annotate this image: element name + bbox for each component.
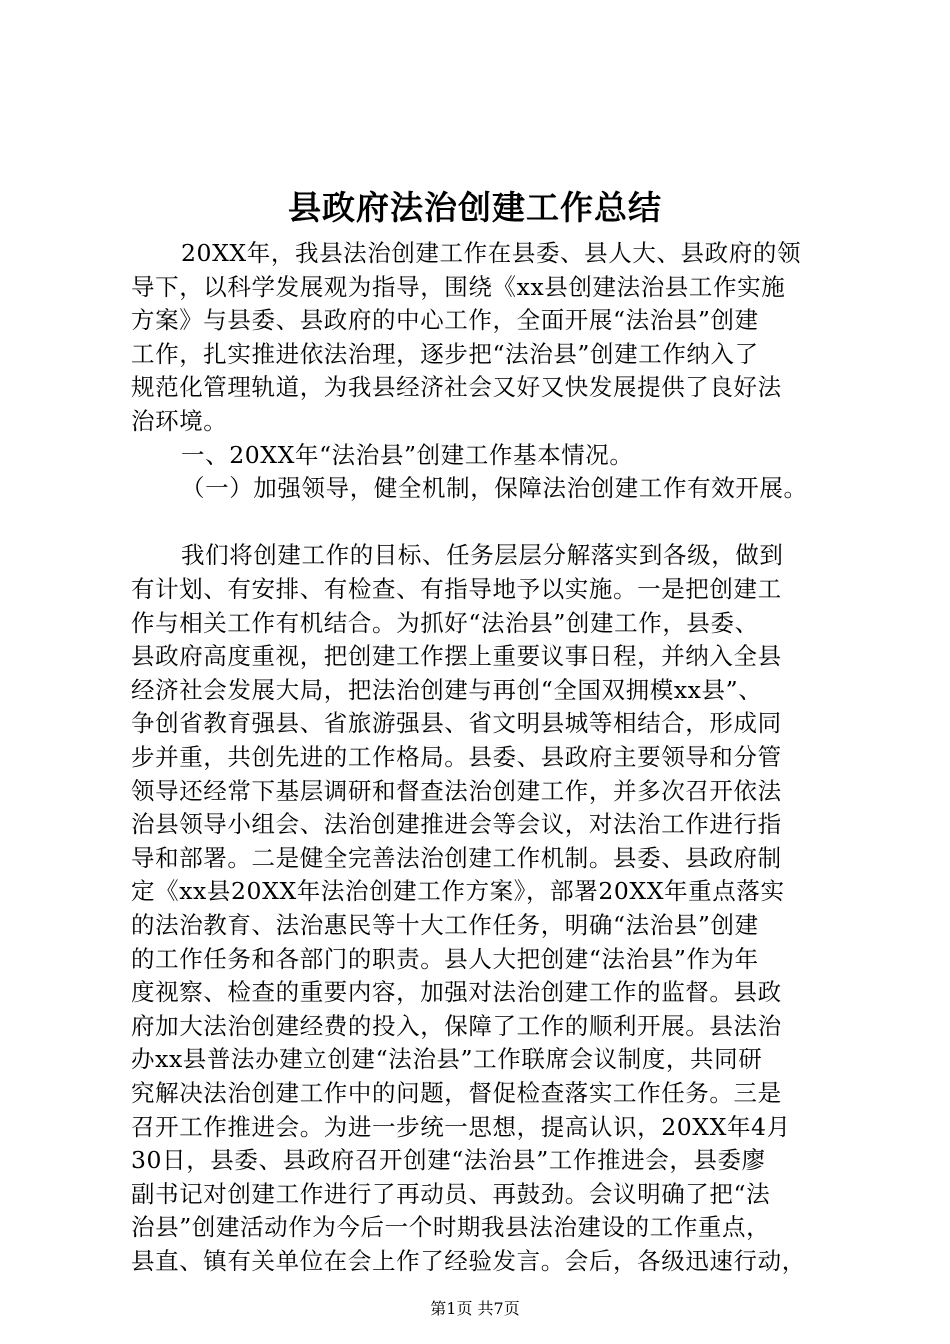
text-line: 方案》与县委、县政府的中心工作，全面开展“法治县”创建	[131, 306, 759, 334]
text-line: 经济社会发展大局，把法治创建与再创“全国双拥模xx县”、	[131, 676, 763, 704]
text-line: 的法治教育、法治惠民等十大工作任务，明确“法治县”创建	[131, 911, 759, 939]
text-line: 20XX年，我县法治创建工作在县委、县人大、县政府的领	[181, 239, 802, 267]
text-line: 治环境。	[131, 407, 228, 435]
text-line: 副书记对创建工作进行了再动员、再鼓劲。会议明确了把“法	[131, 1180, 771, 1208]
section-heading: 一、20XX年“法治县”创建工作基本情况。	[181, 441, 634, 469]
text-line: 的工作任务和各部门的职责。县人大把创建“法治县”作为年	[131, 945, 759, 973]
text-line: 工作，扎实推进依法治理，逐步把“法治县”创建工作纳入了	[131, 340, 759, 368]
text-line: 导和部署。二是健全完善法治创建工作机制。县委、县政府制	[131, 844, 782, 872]
document-title: 县政府法治创建工作总结	[288, 188, 662, 227]
subsection-heading: （一）加强领导，健全机制，保障法治创建工作有效开展。	[181, 474, 808, 502]
text-line: 治县领导小组会、法治创建推进会等会议，对法治工作进行指	[131, 810, 782, 838]
text-line: 作与相关工作有机结合。为抓好“法治县”创建工作，县委、	[131, 609, 759, 637]
text-line: 治县”创建活动作为今后一个时期我县法治建设的工作重点，	[131, 1213, 771, 1241]
text-line: 有计划、有安排、有检查、有指导地予以实施。一是把创建工	[131, 575, 782, 603]
text-line: 规范化管理轨道，为我县经济社会又好又快发展提供了良好法	[131, 373, 782, 401]
text-line: 召开工作推进会。为进一步统一思想，提高认识，20XX年4月	[131, 1113, 791, 1141]
text-line: 县政府高度重视，把创建工作摆上重要议事日程，并纳入全县	[131, 642, 782, 670]
text-line: 办xx县普法办建立创建“法治县”工作联席会议制度，共同研	[131, 1045, 763, 1073]
text-line: 定《xx县20XX年法治创建工作方案》，部署20XX年重点落实	[131, 877, 785, 905]
text-line: 县直、镇有关单位在会上作了经验发言。会后，各级迅速行动，	[131, 1247, 806, 1275]
text-line: 府加大法治创建经费的投入，保障了工作的顺利开展。县法治	[131, 1012, 782, 1040]
text-line: 争创省教育强县、省旅游强县、省文明县城等相结合，形成同	[131, 709, 782, 737]
text-line: 我们将创建工作的目标、任务层层分解落实到各级，做到	[181, 541, 784, 569]
text-line: 究解决法治创建工作中的问题，督促检查落实工作任务。三是	[131, 1079, 782, 1107]
text-line: 度视察、检查的重要内容，加强对法治创建工作的监督。县政	[131, 978, 782, 1006]
text-line: 步并重，共创先进的工作格局。县委、县政府主要领导和分管	[131, 743, 782, 771]
text-line: 导下，以科学发展观为指导，围绕《xx县创建法治县工作实施	[131, 273, 786, 301]
page-footer: 第1页 共7页	[430, 1299, 520, 1318]
text-line: 30日，县委、县政府召开创建“法治县”工作推进会，县委廖	[131, 1146, 766, 1174]
text-line: 领导还经常下基层调研和督查法治创建工作，并多次召开依法	[131, 777, 782, 805]
